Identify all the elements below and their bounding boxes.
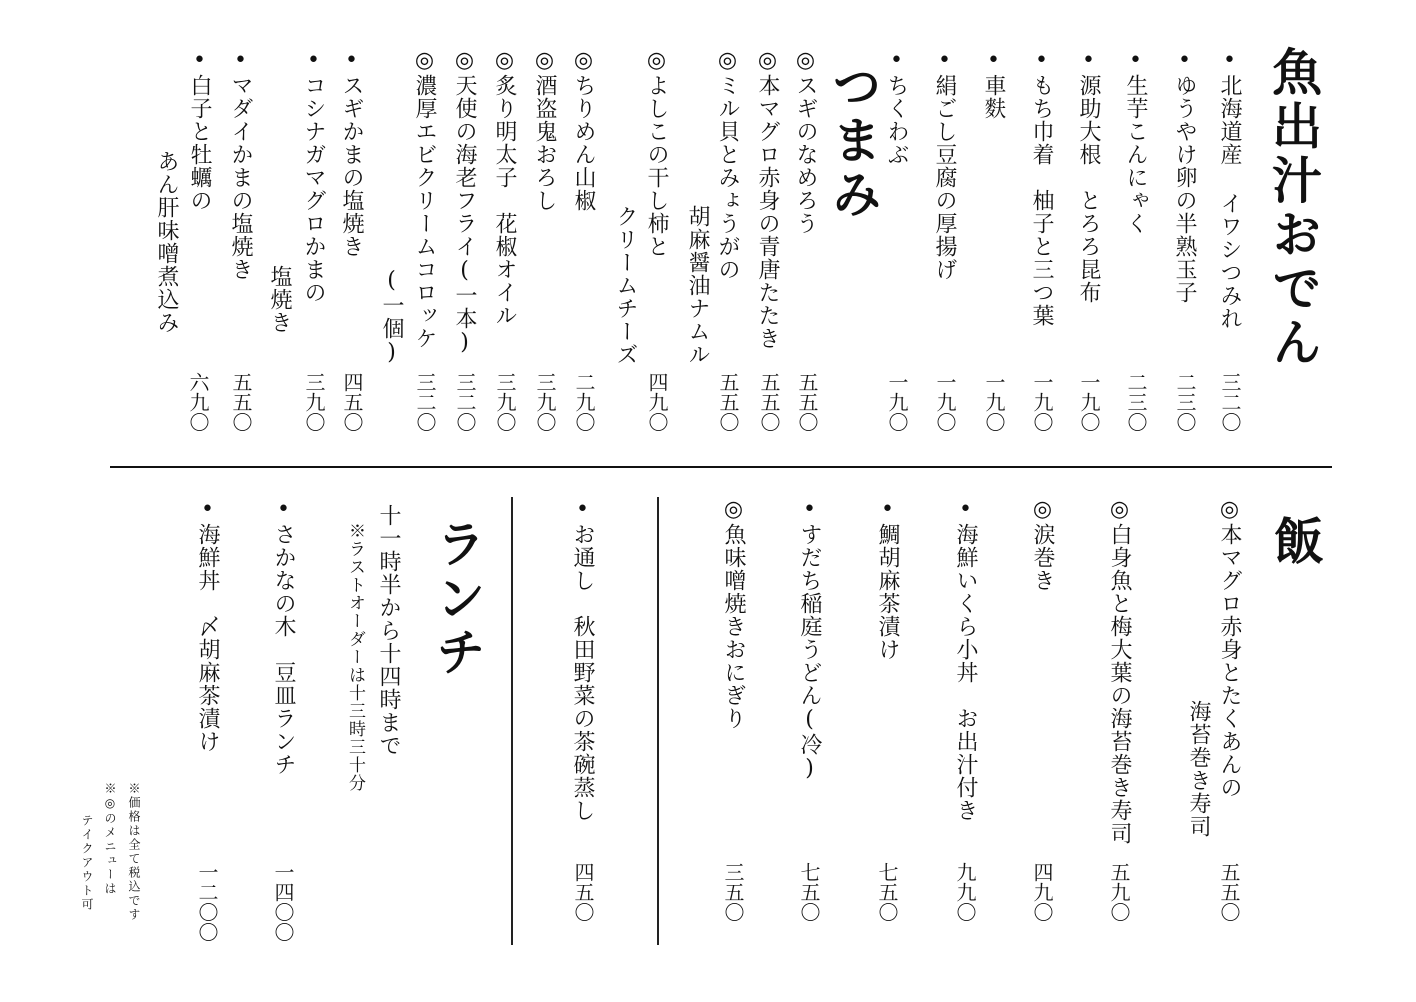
menu-item: •絹ごし豆腐の厚揚げ xyxy=(932,48,957,281)
menu-item: ◎白身魚と梅大葉の海苔巻き寿司 xyxy=(1107,497,1132,845)
menu-price: 二九〇 xyxy=(572,372,596,432)
menu-price: 一九〇 xyxy=(1030,372,1054,432)
menu-item: •生芋こんにゃく xyxy=(1123,48,1148,235)
menu-item: •白子と牡蠣の xyxy=(187,48,212,212)
menu-price: 三二〇 xyxy=(1218,372,1242,432)
menu-item: •車麩 xyxy=(981,48,1006,120)
menu-item: •海鮮いくら小丼 お出汁付き xyxy=(953,497,978,822)
section-title-lunch: ランチ xyxy=(428,518,487,680)
menu-item: •さかなの木 豆皿ランチ xyxy=(271,497,296,776)
menu-price: 一九〇 xyxy=(885,372,909,432)
menu-price: 二三〇 xyxy=(1173,372,1197,432)
menu-item: ◎本マグロ赤身の青唐たたき xyxy=(755,48,780,350)
menu-price: 三九〇 xyxy=(493,372,517,432)
menu-price: 七五〇 xyxy=(875,862,899,922)
menu-price: 六九〇 xyxy=(186,372,210,432)
menu-price: 五五〇 xyxy=(716,372,740,432)
menu-price: 五五〇 xyxy=(1217,862,1241,922)
footnote-tax: ※価格は全て税込です xyxy=(127,782,141,922)
menu-item: ◎濃厚エビクリームコロッケ xyxy=(412,48,437,350)
menu-price: 五九〇 xyxy=(1107,862,1131,922)
menu-item: •鯛胡麻茶漬け xyxy=(875,497,900,661)
menu-price: 三五〇 xyxy=(721,862,745,922)
horizontal-divider xyxy=(110,466,1332,468)
menu-item-continued: (一個) xyxy=(379,268,404,366)
menu-item: •ゆうやけ卵の半熟玉子 xyxy=(1172,48,1197,304)
menu-item-continued: クリームチーズ xyxy=(613,205,638,366)
menu-price: 七五〇 xyxy=(797,862,821,922)
menu-item: ◎酒盗鬼おろし xyxy=(532,48,557,212)
menu-item: ◎ちりめん山椒 xyxy=(571,48,596,212)
section-title-meshi: 飯 xyxy=(1266,515,1325,569)
menu-item-continued: 海苔巻き寿司 xyxy=(1186,700,1211,838)
lunch-last-order: ※ラストオーダーは十三時三十分 xyxy=(345,522,365,792)
menu-price: 四九〇 xyxy=(1030,862,1054,922)
menu-item: ◎魚味噌焼きおにぎり xyxy=(721,497,746,730)
menu-price: 四五〇 xyxy=(571,862,595,922)
menu-item: ◎本マグロ赤身とたくあんの xyxy=(1217,497,1242,799)
menu-item: •お通し 秋田野菜の茶碗蒸し xyxy=(570,497,595,822)
section-title-oden: 魚出汁おでん xyxy=(1264,46,1323,370)
menu-price: 三九〇 xyxy=(533,372,557,432)
menu-price: 三二〇 xyxy=(453,372,477,432)
menu-item: •マダイかまの塩焼き xyxy=(228,48,253,281)
vertical-divider xyxy=(657,497,659,945)
footnote-takeout-continued: テイクアウト可 xyxy=(80,814,94,912)
lunch-hours: 十一時半から十四時まで xyxy=(376,504,401,757)
menu-price: 一九〇 xyxy=(982,372,1006,432)
menu-price: 九九〇 xyxy=(953,862,977,922)
menu-item: ◎天使の海老フライ(一本) xyxy=(452,48,477,356)
menu-price: 一九〇 xyxy=(933,372,957,432)
menu-price: 四五〇 xyxy=(340,372,364,432)
menu-price: 五五〇 xyxy=(757,372,781,432)
menu-item: ◎ミル貝とみょうがの xyxy=(715,48,740,281)
menu-price: 一四〇〇 xyxy=(271,862,295,942)
menu-price: 四九〇 xyxy=(645,372,669,432)
menu-item: •もち巾着 柚子と三つ葉 xyxy=(1029,48,1054,327)
menu-item: •すだち稲庭うどん(冷) xyxy=(797,497,822,782)
menu-price: 一九〇 xyxy=(1077,372,1101,432)
menu-item: •海鮮丼 〆胡麻茶漬け xyxy=(195,497,220,753)
menu-item: ◎炙り明太子 花椒オイル xyxy=(492,48,517,327)
footnote-takeout: ※◎のメニューは xyxy=(103,782,117,896)
menu-item-continued: 塩焼き xyxy=(267,265,292,334)
menu-item: ◎涙巻き xyxy=(1030,497,1055,592)
menu-item: ◎よしこの干し柿と xyxy=(644,48,669,258)
menu-item: •ちくわぶ xyxy=(884,48,909,166)
menu-item: •北海道産 イワシつみれ xyxy=(1217,48,1242,330)
menu-item: ◎スギのなめろう xyxy=(793,48,818,235)
menu-price: 三九〇 xyxy=(302,372,326,432)
menu-price: 二三〇 xyxy=(1124,372,1148,432)
vertical-divider xyxy=(511,497,513,945)
menu-price: 一二〇〇 xyxy=(195,862,219,942)
menu-price: 五五〇 xyxy=(229,372,253,432)
menu-item-continued: あん肝味噌煮込み xyxy=(154,150,179,334)
menu-item-continued: 胡麻醤油ナムル xyxy=(685,205,710,366)
menu-price: 五五〇 xyxy=(795,372,819,432)
menu-price: 三二〇 xyxy=(413,372,437,432)
section-title-tsumami: つまみ xyxy=(824,60,883,222)
menu-item: •コシナガマグロかまの xyxy=(301,48,326,304)
menu-item: •源助大根 とろろ昆布 xyxy=(1076,48,1101,304)
menu-item: •スギかまの塩焼き xyxy=(339,48,364,258)
